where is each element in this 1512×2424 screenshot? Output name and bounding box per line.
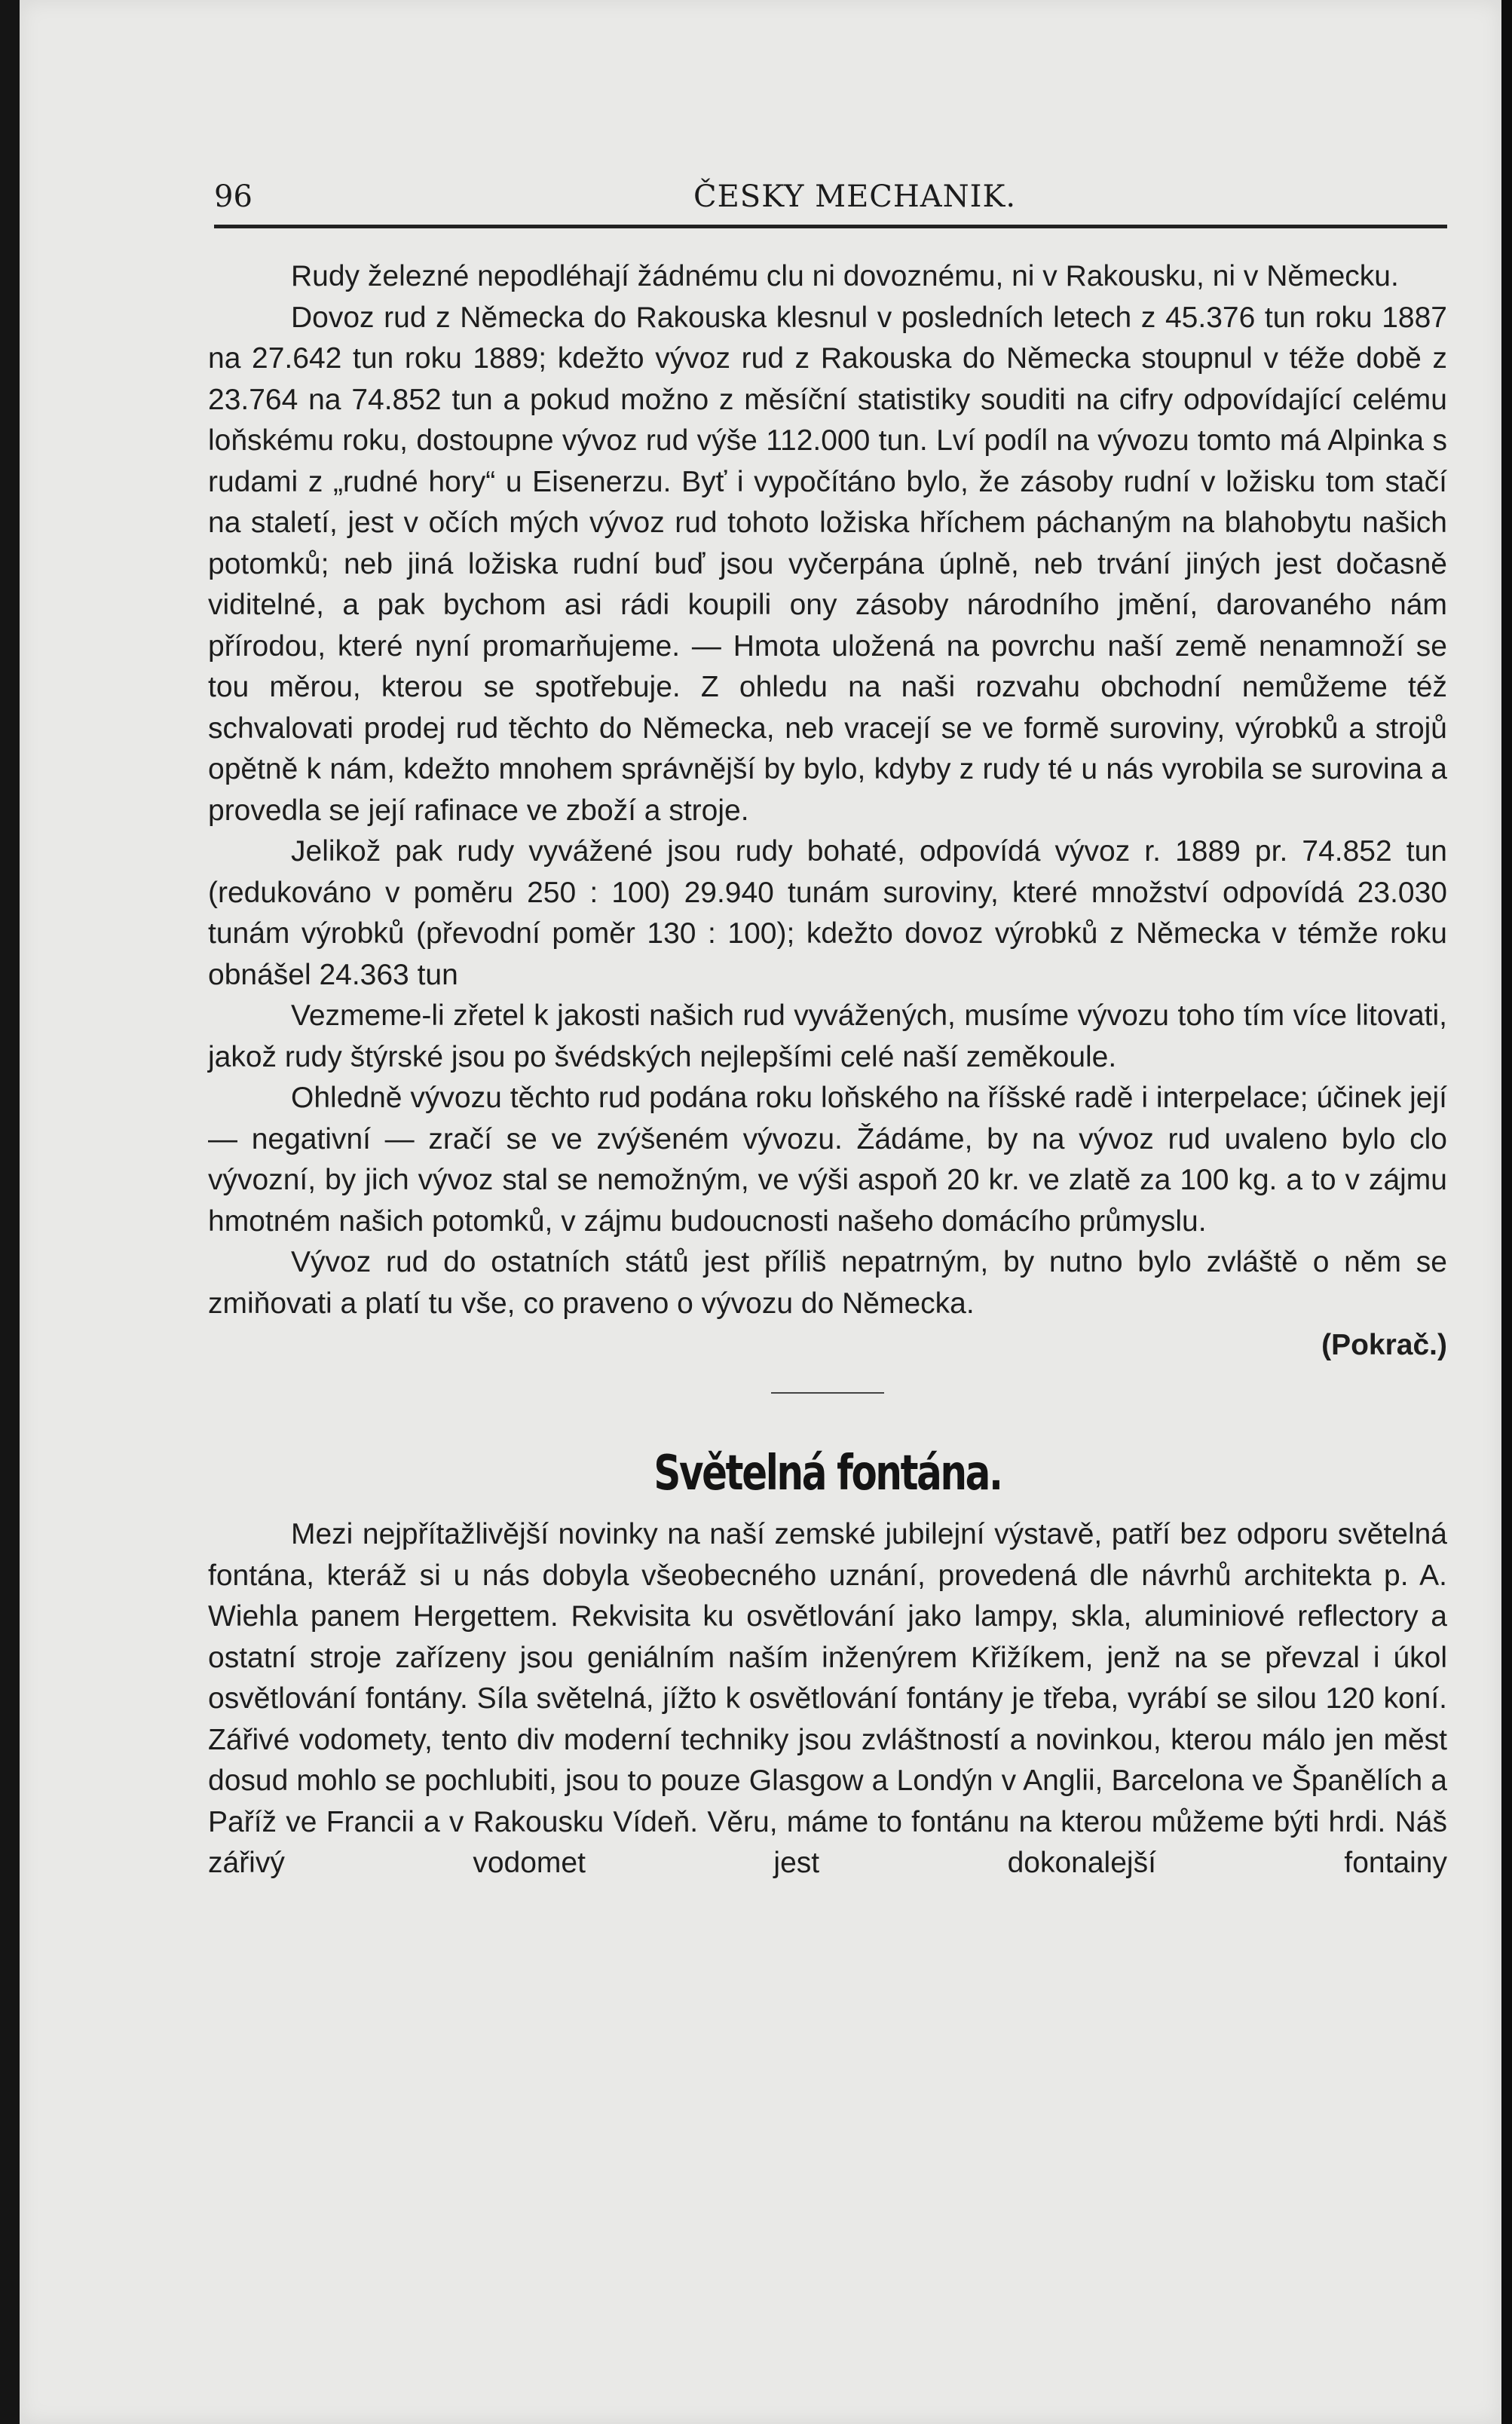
page-number: 96 bbox=[214, 179, 253, 214]
paragraph: Dovoz rud z Německa do Rakouska klesnul v posledních letech z 45.376 tun roku 1887 na 27.642 tun roku 1889; kdežto vývoz rud z Rakouska do Německa stoupnul v téže době z 23.764 na 74.852 tun a pokud možno z měsíční statistiky souditi na cifry odpovídající celému loňskému roku, dostoupne vývoz rud výše 112.000 tun. Lví podíl na vývozu tomto má Alpinka s rudami z „rudné hory“ u Eisenerzu. Byť i vypočítáno bylo, že zásoby rudní v ložisku tom stačí na staletí, jest v očích mých vývoz rud tohoto ložiska hříchem páchaným na blahobytu našich potomků; neb jiná ložiska rudní buď jsou vyčerpána úplně, neb trvání jiných jest dočasně viditelné, a pak bychom asi rádi koupili ony zásoby národního jmění, darovaného nám přírodou, které nyní promarňujeme. — Hmota uložená na povrchu naší země nenamnoží se tou měrou, kterou se spotřebuje. Z ohledu na naši rozvahu obchodní nemůžeme též schvalovati prodej rud těchto do Německa, neb vracejí se ve formě suroviny, výrobků a strojů opětně k nám, kdežto mnohem správnější by bylo, kdyby z rudy té u nás vyrobila se surovina a provedla se její rafinace ve zboží a stroje. bbox=[208, 301, 1447, 827]
section-divider bbox=[771, 1392, 884, 1394]
page-header bbox=[214, 179, 1447, 226]
journal-title: ČESKY MECHANIK. bbox=[693, 179, 1017, 214]
article-light-fountain bbox=[208, 1443, 1447, 1884]
paragraph: Mezi nejpřítažlivější novinky na naší zemské jubilejní výstavě, patří bez odporu světelná fontána, kteráž si u nás dobyla všeobecného uznání, provedená dle návrhů architekta p. A. Wiehla panem Hergettem. Rekvisita ku osvětlování jako lampy, skla, aluminiové reflectory a ostatní stroje zařízeny jsou geniálním naším inženýrem Křižíkem, jenž na se převzal i úkol osvětlování fontány. Síla světelná, jížto k osvětlování fontány je třeba, vyrábí se silou 120 koní. Zářivé vodomety, tento div moderní techniky jsou zvláštností a novinkou, kterou málo jen měst dosud mohlo se pochlubiti, jsou to pouze Glasgow a Londýn v Anglii, Barcelona ve Španělích a Paříž ve Francii a v Rakousku Vídeň. Věru, máme to fontánu na kterou můžeme býti hrdi. Náš zářivý vodomet jest dokonalejší fontainy bbox=[208, 1518, 1447, 1879]
article-ore-export bbox=[208, 256, 1447, 1367]
article-title: Světelná fontána. bbox=[653, 1446, 1002, 1501]
header-rule bbox=[214, 225, 1447, 228]
paragraph: Vývoz rud do ostatních států jest příliš nepatrným, by nutno bylo zvláště o něm se zmiňovati a platí tu vše, co praveno o vývozu do Německa. bbox=[208, 1246, 1447, 1320]
paragraph: Rudy železné nepodléhají žádnému clu ni dovoznému, ni v Rakousku, ni v Německu. bbox=[291, 260, 1399, 292]
paragraph: Ohledně vývozu těchto rud podána roku loňského na říšské radě i interpelace; účinek její — negativní — zračí se ve zvýšeném vývozu. Žádáme, by na vývoz rud uvaleno bylo clo vývozní, by jich vývoz stal se nemožným, ve výši aspoň 20 kr. ve zlatě za 100 kg. a to v zájmu hmotném našich potomků, v zájmu budoucnosti našeho domácího průmyslu. bbox=[208, 1082, 1447, 1238]
page-content bbox=[208, 256, 1447, 1884]
continued-note: (Pokrač.) bbox=[1321, 1329, 1447, 1361]
paragraph: Vezmeme-li zřetel k jakosti našich rud vyvážených, musíme vývozu toho tím více litovati, jakož rudy štýrské jsou po švédských nejlepšími celé naší zeměkoule. bbox=[208, 999, 1447, 1073]
paragraph: Jelikož pak rudy vyvážené jsou rudy bohaté, odpovídá vývoz r. 1889 pr. 74.852 tun (redukováno v poměru 250 : 100) 29.940 tunám suroviny, které množství odpovídá 23.030 tunám výrobků (převodní poměr 130 : 100); kdežto dovoz výrobků z Německa v témže roku obnášel 24.363 tun bbox=[208, 835, 1447, 991]
scan-edge bbox=[1501, 0, 1512, 2424]
